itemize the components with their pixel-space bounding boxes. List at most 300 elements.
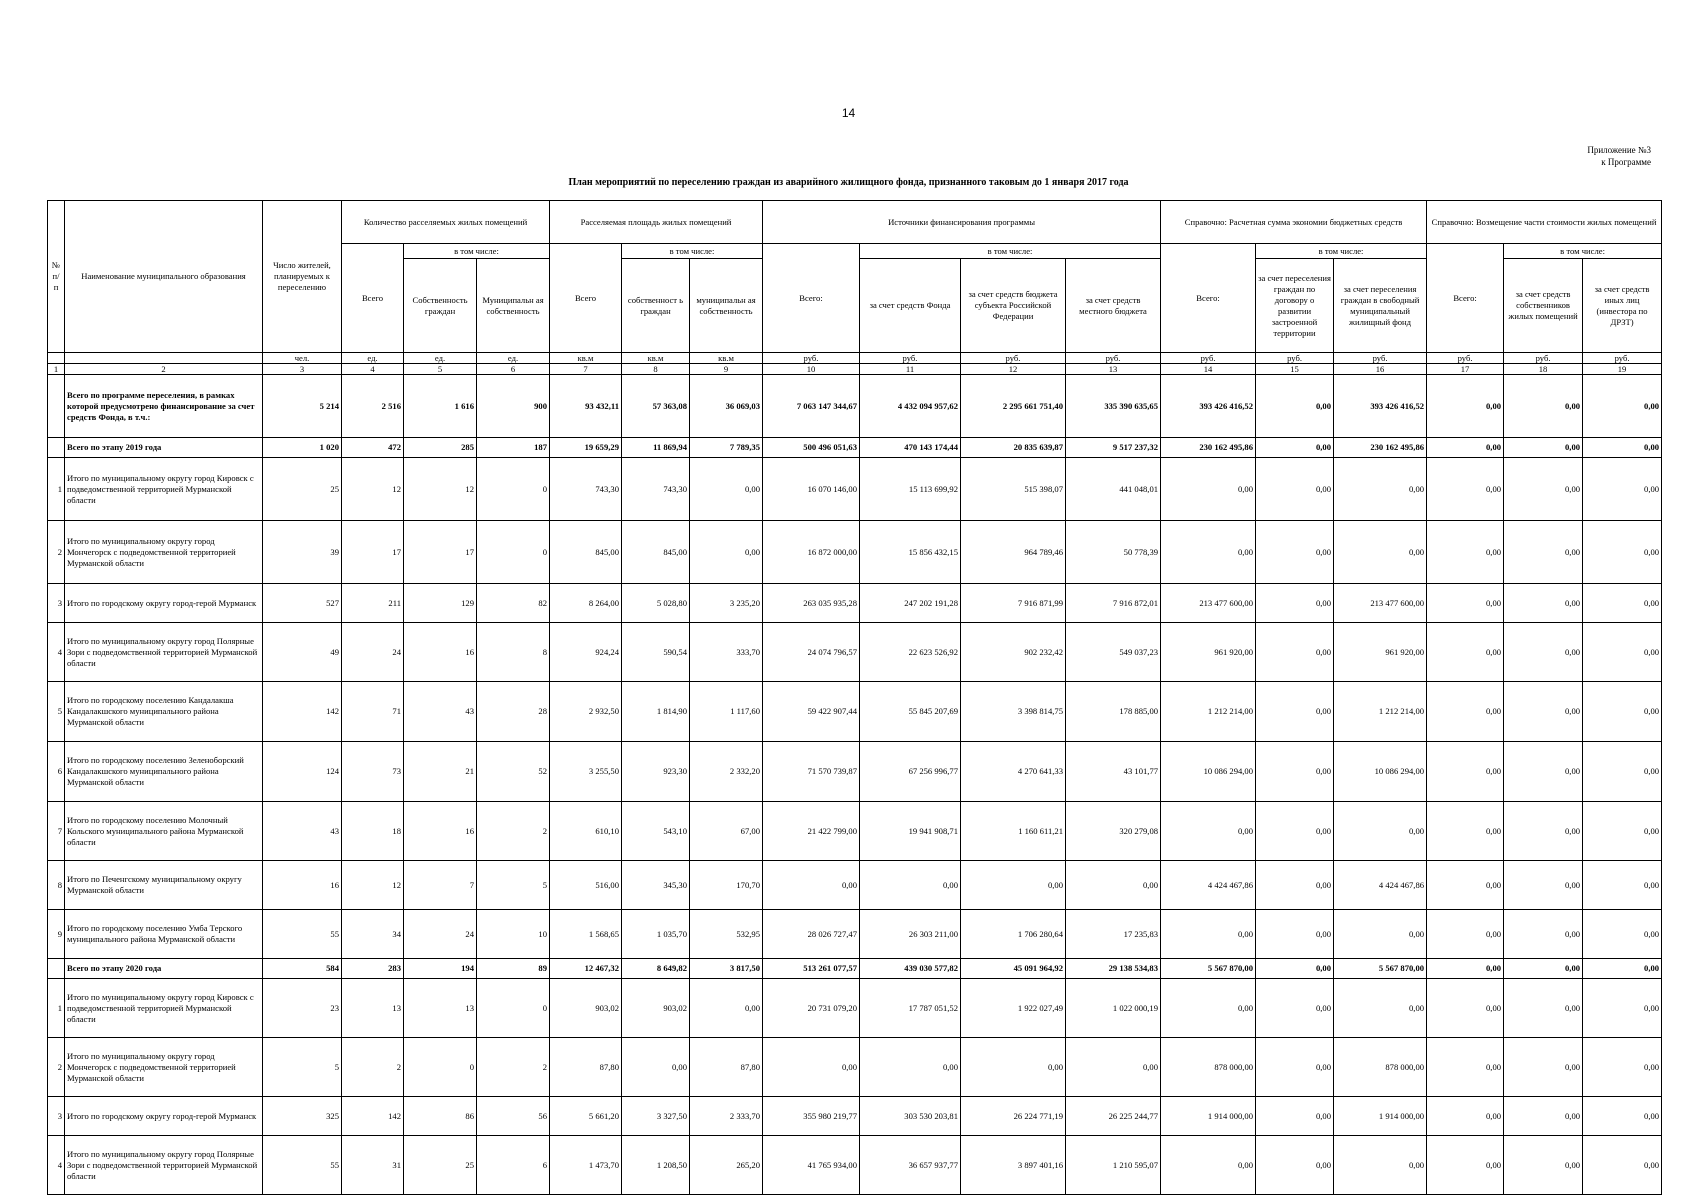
value-cell: 1 616 <box>404 375 477 438</box>
column-number: 9 <box>690 364 763 375</box>
value-cell: 923,30 <box>622 742 690 802</box>
table-header <box>48 201 1662 375</box>
header-subject-budget: за счет средств бюджета субъекта Российской Федерации <box>961 259 1066 353</box>
value-cell: 0,00 <box>1161 458 1256 521</box>
value-cell: 0,00 <box>1161 802 1256 861</box>
value-cell: 26 225 244,77 <box>1066 1097 1161 1136</box>
value-cell: 1 160 611,21 <box>961 802 1066 861</box>
value-cell: 23 <box>263 979 342 1038</box>
value-cell: 532,95 <box>690 910 763 959</box>
municipality-name: Всего по этапу 2020 года <box>65 959 263 979</box>
value-cell: 2 333,70 <box>690 1097 763 1136</box>
value-cell: 0,00 <box>1427 802 1504 861</box>
value-cell: 333,70 <box>690 623 763 682</box>
value-cell: 89 <box>477 959 550 979</box>
value-cell: 1 914 000,00 <box>1334 1097 1427 1136</box>
value-cell: 55 <box>263 1136 342 1195</box>
document-title: План мероприятий по переселению граждан из аварийного жилищного фонда, признанного таковым до 1 января 2017 года <box>568 177 1129 188</box>
value-cell: 0,00 <box>690 521 763 584</box>
header-num: № п/ п <box>48 201 65 353</box>
value-cell: 16 <box>404 802 477 861</box>
unit-cell: руб. <box>1256 353 1334 364</box>
value-cell: 0,00 <box>1256 910 1334 959</box>
value-cell: 7 916 872,01 <box>1066 584 1161 623</box>
value-cell: 0,00 <box>860 861 961 910</box>
unit-cell: кв.м <box>550 353 622 364</box>
column-number: 18 <box>1504 364 1583 375</box>
value-cell: 0,00 <box>1504 438 1583 458</box>
municipality-name: Итого по городскому поселению Кандалакша Кандалакшского муниципального района Мурманской области <box>65 682 263 742</box>
column-number: 14 <box>1161 364 1256 375</box>
header-group-area: Расселяемая площадь жилых помещений <box>550 201 763 244</box>
value-cell: 0,00 <box>961 1038 1066 1097</box>
value-cell: 67,00 <box>690 802 763 861</box>
value-cell: 0,00 <box>1504 584 1583 623</box>
value-cell: 24 074 796,57 <box>763 623 860 682</box>
value-cell: 34 <box>342 910 404 959</box>
value-cell: 0 <box>477 979 550 1038</box>
value-cell: 17 787 051,52 <box>860 979 961 1038</box>
header-group-sources: Источники финансирования программы <box>763 201 1161 244</box>
header-area-citizens: собственност ь граждан <box>622 259 690 353</box>
value-cell: 0,00 <box>1504 623 1583 682</box>
value-cell: 0,00 <box>1256 861 1334 910</box>
value-cell: 19 659,29 <box>550 438 622 458</box>
value-cell: 0 <box>477 521 550 584</box>
value-cell: 194 <box>404 959 477 979</box>
value-cell: 961 920,00 <box>1161 623 1256 682</box>
value-cell: 0,00 <box>1504 802 1583 861</box>
value-cell: 0,00 <box>1583 521 1662 584</box>
value-cell: 87,80 <box>690 1038 763 1097</box>
unit-cell: руб. <box>1066 353 1161 364</box>
value-cell: 0,00 <box>1334 1136 1427 1195</box>
value-cell: 8 649,82 <box>622 959 690 979</box>
value-cell: 5 <box>477 861 550 910</box>
value-cell: 439 030 577,82 <box>860 959 961 979</box>
value-cell: 743,30 <box>622 458 690 521</box>
value-cell: 513 261 077,57 <box>763 959 860 979</box>
municipality-name: Итого по городскому округу город-герой Мурманск <box>65 1097 263 1136</box>
value-cell: 16 <box>263 861 342 910</box>
value-cell: 516,00 <box>550 861 622 910</box>
value-cell: 0,00 <box>1583 979 1662 1038</box>
value-cell: 0,00 <box>1583 1038 1662 1097</box>
header-count-incl: в том числе: <box>404 244 550 259</box>
column-number: 8 <box>622 364 690 375</box>
value-cell: 129 <box>404 584 477 623</box>
unit-cell: кв.м <box>690 353 763 364</box>
municipality-name: Всего по этапу 2019 года <box>65 438 263 458</box>
value-cell: 0,00 <box>1161 979 1256 1038</box>
value-cell: 16 872 000,00 <box>763 521 860 584</box>
resettlement-plan-table <box>47 200 1662 1195</box>
value-cell: 87,80 <box>550 1038 622 1097</box>
column-number: 12 <box>961 364 1066 375</box>
table-row <box>48 979 1662 1038</box>
units-cell-empty <box>65 353 263 364</box>
page-number: 14 <box>841 106 856 120</box>
value-cell: 15 856 432,15 <box>860 521 961 584</box>
units-cell-empty <box>48 353 65 364</box>
column-number: 10 <box>763 364 860 375</box>
value-cell: 0,00 <box>1256 959 1334 979</box>
value-cell: 355 980 219,77 <box>763 1097 860 1136</box>
value-cell: 45 091 964,92 <box>961 959 1066 979</box>
value-cell: 2 332,20 <box>690 742 763 802</box>
value-cell: 36 069,03 <box>690 375 763 438</box>
value-cell: 1 212 214,00 <box>1161 682 1256 742</box>
value-cell: 393 426 416,52 <box>1161 375 1256 438</box>
value-cell: 0,00 <box>1066 1038 1161 1097</box>
header-compensation-incl: в том числе: <box>1504 244 1662 259</box>
value-cell: 12 467,32 <box>550 959 622 979</box>
value-cell: 0,00 <box>1427 910 1504 959</box>
table-row <box>48 458 1662 521</box>
row-number: 2 <box>48 521 65 584</box>
value-cell: 55 845 207,69 <box>860 682 961 742</box>
value-cell: 10 086 294,00 <box>1334 742 1427 802</box>
value-cell: 0 <box>404 1038 477 1097</box>
value-cell: 0,00 <box>1427 521 1504 584</box>
value-cell: 2 516 <box>342 375 404 438</box>
column-number: 2 <box>65 364 263 375</box>
row-number: 1 <box>48 458 65 521</box>
header-savings-total: Всего: <box>1161 244 1256 353</box>
value-cell: 0,00 <box>1427 438 1504 458</box>
value-cell: 0,00 <box>1427 623 1504 682</box>
value-cell: 28 <box>477 682 550 742</box>
table-row <box>48 861 1662 910</box>
value-cell: 55 <box>263 910 342 959</box>
value-cell: 20 835 639,87 <box>961 438 1066 458</box>
column-number: 7 <box>550 364 622 375</box>
unit-cell: ед. <box>404 353 477 364</box>
column-number: 6 <box>477 364 550 375</box>
value-cell: 12 <box>404 458 477 521</box>
value-cell: 845,00 <box>550 521 622 584</box>
value-cell: 57 363,08 <box>622 375 690 438</box>
header-sources-total: Всего: <box>763 244 860 353</box>
header-count-total: Всего <box>342 244 404 353</box>
value-cell: 24 <box>342 623 404 682</box>
row-number: 1 <box>48 979 65 1038</box>
unit-cell: руб. <box>1583 353 1662 364</box>
municipality-name: Итого по городскому поселению Умба Терского муниципального района Мурманской области <box>65 910 263 959</box>
value-cell: 12 <box>342 458 404 521</box>
header-free-fund: за счет переселения граждан в свободный муниципальный жилищный фонд <box>1334 259 1427 353</box>
header-other-funds: за счет средств иных лиц (инвестора по ДРЗТ) <box>1583 259 1662 353</box>
value-cell: 5 028,80 <box>622 584 690 623</box>
value-cell: 0,00 <box>1504 458 1583 521</box>
value-cell: 0,00 <box>1504 682 1583 742</box>
value-cell: 213 477 600,00 <box>1161 584 1256 623</box>
value-cell: 0 <box>477 458 550 521</box>
value-cell: 0,00 <box>1583 910 1662 959</box>
value-cell: 1 210 595,07 <box>1066 1136 1161 1195</box>
row-number: 5 <box>48 682 65 742</box>
municipality-name: Итого по городскому округу город-герой Мурманск <box>65 584 263 623</box>
value-cell: 0,00 <box>1583 438 1662 458</box>
row-number: 3 <box>48 1097 65 1136</box>
value-cell: 56 <box>477 1097 550 1136</box>
value-cell: 0,00 <box>1256 1097 1334 1136</box>
value-cell: 0,00 <box>1427 861 1504 910</box>
value-cell: 17 <box>342 521 404 584</box>
value-cell: 0,00 <box>1334 979 1427 1038</box>
value-cell: 845,00 <box>622 521 690 584</box>
value-cell: 0,00 <box>622 1038 690 1097</box>
value-cell: 0,00 <box>1583 861 1662 910</box>
value-cell: 43 <box>263 802 342 861</box>
value-cell: 2 <box>477 802 550 861</box>
value-cell: 0,00 <box>1427 979 1504 1038</box>
value-cell: 20 731 079,20 <box>763 979 860 1038</box>
value-cell: 1 568,65 <box>550 910 622 959</box>
value-cell: 878 000,00 <box>1334 1038 1427 1097</box>
unit-cell: ед. <box>342 353 404 364</box>
table-row <box>48 910 1662 959</box>
units-row <box>48 353 1662 364</box>
row-number <box>48 438 65 458</box>
value-cell: 0,00 <box>1583 375 1662 438</box>
header-area-municipal: муниципальн ая собственность <box>690 259 763 353</box>
value-cell: 0,00 <box>1583 623 1662 682</box>
column-number: 1 <box>48 364 65 375</box>
value-cell: 0,00 <box>1427 584 1504 623</box>
value-cell: 9 517 237,32 <box>1066 438 1161 458</box>
value-cell: 5 567 870,00 <box>1334 959 1427 979</box>
value-cell: 0,00 <box>1256 458 1334 521</box>
header-citizens-property: Собственность граждан <box>404 259 477 353</box>
value-cell: 303 530 203,81 <box>860 1097 961 1136</box>
row-number: 4 <box>48 623 65 682</box>
value-cell: 1 022 000,19 <box>1066 979 1161 1038</box>
value-cell: 0,00 <box>1583 742 1662 802</box>
value-cell: 71 <box>342 682 404 742</box>
value-cell: 2 295 661 751,40 <box>961 375 1066 438</box>
value-cell: 71 570 739,87 <box>763 742 860 802</box>
value-cell: 265,20 <box>690 1136 763 1195</box>
value-cell: 393 426 416,52 <box>1334 375 1427 438</box>
value-cell: 0,00 <box>1256 742 1334 802</box>
value-cell: 3 897 401,16 <box>961 1136 1066 1195</box>
value-cell: 1 212 214,00 <box>1334 682 1427 742</box>
municipality-name: Итого по муниципальному округу город Мончегорск с подведомственной территорией Мурманской области <box>65 521 263 584</box>
value-cell: 470 143 174,44 <box>860 438 961 458</box>
value-cell: 12 <box>342 861 404 910</box>
value-cell: 1 117,60 <box>690 682 763 742</box>
value-cell: 22 623 526,92 <box>860 623 961 682</box>
value-cell: 0,00 <box>1504 979 1583 1038</box>
municipality-name: Итого по муниципальному округу город Полярные Зори с подведомственной территорией Мурманской области <box>65 623 263 682</box>
value-cell: 0,00 <box>1583 1097 1662 1136</box>
value-cell: 230 162 495,86 <box>1161 438 1256 458</box>
value-cell: 4 432 094 957,62 <box>860 375 961 438</box>
value-cell: 10 <box>477 910 550 959</box>
value-cell: 903,02 <box>550 979 622 1038</box>
appendix-line-1: Приложение №3 <box>1587 145 1651 155</box>
value-cell: 0,00 <box>1504 959 1583 979</box>
value-cell: 82 <box>477 584 550 623</box>
value-cell: 11 869,94 <box>622 438 690 458</box>
value-cell: 0,00 <box>1427 1136 1504 1195</box>
value-cell: 5 214 <box>263 375 342 438</box>
municipality-name: Итого по муниципальному округу город Кировск с подведомственной территорией Мурманской области <box>65 458 263 521</box>
value-cell: 0,00 <box>1504 375 1583 438</box>
value-cell: 36 657 937,77 <box>860 1136 961 1195</box>
value-cell: 7 063 147 344,67 <box>763 375 860 438</box>
value-cell: 2 <box>342 1038 404 1097</box>
value-cell: 0,00 <box>1427 1038 1504 1097</box>
value-cell: 0,00 <box>1256 584 1334 623</box>
header-area-incl: в том числе: <box>622 244 763 259</box>
value-cell: 29 138 534,83 <box>1066 959 1161 979</box>
value-cell: 515 398,07 <box>961 458 1066 521</box>
municipality-name: Итого по городскому поселению Молочный Кольского муниципального района Мурманской области <box>65 802 263 861</box>
value-cell: 0,00 <box>1256 979 1334 1038</box>
value-cell: 2 932,50 <box>550 682 622 742</box>
table-row <box>48 1097 1662 1136</box>
municipality-name: Всего по программе переселения, в рамках которой предусмотрено финансирование за счет средств Фонда, в т.ч.: <box>65 375 263 438</box>
value-cell: 0,00 <box>1161 910 1256 959</box>
value-cell: 0,00 <box>1504 910 1583 959</box>
value-cell: 0,00 <box>1504 861 1583 910</box>
row-number: 7 <box>48 802 65 861</box>
value-cell: 21 422 799,00 <box>763 802 860 861</box>
value-cell: 0,00 <box>1161 1136 1256 1195</box>
value-cell: 1 035,70 <box>622 910 690 959</box>
row-number <box>48 375 65 438</box>
column-number: 5 <box>404 364 477 375</box>
value-cell: 0,00 <box>1161 521 1256 584</box>
value-cell: 0,00 <box>961 861 1066 910</box>
value-cell: 964 789,46 <box>961 521 1066 584</box>
value-cell: 0,00 <box>1427 458 1504 521</box>
municipality-name: Итого по городскому поселению Зеленоборский Кандалакшского муниципального района Мурманской области <box>65 742 263 802</box>
unit-cell: руб. <box>1504 353 1583 364</box>
value-cell: 0,00 <box>690 979 763 1038</box>
value-cell: 0,00 <box>1504 1097 1583 1136</box>
value-cell: 0,00 <box>1334 521 1427 584</box>
table-row <box>48 521 1662 584</box>
value-cell: 0,00 <box>1583 458 1662 521</box>
unit-cell: руб. <box>961 353 1066 364</box>
value-cell: 86 <box>404 1097 477 1136</box>
value-cell: 124 <box>263 742 342 802</box>
value-cell: 441 048,01 <box>1066 458 1161 521</box>
column-number: 13 <box>1066 364 1161 375</box>
value-cell: 21 <box>404 742 477 802</box>
value-cell: 3 235,20 <box>690 584 763 623</box>
value-cell: 584 <box>263 959 342 979</box>
table-row <box>48 682 1662 742</box>
appendix-line-2: к Программе <box>1601 157 1651 167</box>
value-cell: 610,10 <box>550 802 622 861</box>
unit-cell: руб. <box>1334 353 1427 364</box>
row-number: 9 <box>48 910 65 959</box>
row-number: 6 <box>48 742 65 802</box>
value-cell: 4 424 467,86 <box>1334 861 1427 910</box>
column-number: 3 <box>263 364 342 375</box>
value-cell: 0,00 <box>1334 910 1427 959</box>
value-cell: 1 208,50 <box>622 1136 690 1195</box>
table-row <box>48 742 1662 802</box>
value-cell: 6 <box>477 1136 550 1195</box>
value-cell: 1 914 000,00 <box>1161 1097 1256 1136</box>
value-cell: 7 <box>404 861 477 910</box>
value-cell: 0,00 <box>1504 521 1583 584</box>
value-cell: 900 <box>477 375 550 438</box>
value-cell: 527 <box>263 584 342 623</box>
value-cell: 0,00 <box>1427 1097 1504 1136</box>
value-cell: 7 789,35 <box>690 438 763 458</box>
value-cell: 0,00 <box>1583 584 1662 623</box>
value-cell: 28 026 727,47 <box>763 910 860 959</box>
value-cell: 39 <box>263 521 342 584</box>
header-group-compensation: Справочно: Возмещение части стоимости жилых помещений <box>1427 201 1662 244</box>
value-cell: 902 232,42 <box>961 623 1066 682</box>
value-cell: 543,10 <box>622 802 690 861</box>
value-cell: 31 <box>342 1136 404 1195</box>
value-cell: 0,00 <box>690 458 763 521</box>
value-cell: 924,24 <box>550 623 622 682</box>
header-savings-incl: в том числе: <box>1256 244 1427 259</box>
value-cell: 285 <box>404 438 477 458</box>
value-cell: 5 567 870,00 <box>1161 959 1256 979</box>
unit-cell: кв.м <box>622 353 690 364</box>
value-cell: 0,00 <box>1066 861 1161 910</box>
value-cell: 0,00 <box>860 1038 961 1097</box>
value-cell: 41 765 934,00 <box>763 1136 860 1195</box>
table-row <box>48 1038 1662 1097</box>
value-cell: 17 235,83 <box>1066 910 1161 959</box>
value-cell: 903,02 <box>622 979 690 1038</box>
municipality-name: Итого по Печенгскому муниципальному округу Мурманской области <box>65 861 263 910</box>
value-cell: 1 706 280,64 <box>961 910 1066 959</box>
value-cell: 263 035 935,28 <box>763 584 860 623</box>
value-cell: 213 477 600,00 <box>1334 584 1427 623</box>
value-cell: 187 <box>477 438 550 458</box>
value-cell: 1 020 <box>263 438 342 458</box>
unit-cell: руб. <box>763 353 860 364</box>
value-cell: 1 922 027,49 <box>961 979 1066 1038</box>
value-cell: 743,30 <box>550 458 622 521</box>
value-cell: 0,00 <box>1504 742 1583 802</box>
value-cell: 0,00 <box>763 861 860 910</box>
value-cell: 472 <box>342 438 404 458</box>
value-cell: 13 <box>342 979 404 1038</box>
value-cell: 50 778,39 <box>1066 521 1161 584</box>
value-cell: 1 814,90 <box>622 682 690 742</box>
header-municipal-property: Муниципальн ая собственность <box>477 259 550 353</box>
value-cell: 0,00 <box>1583 802 1662 861</box>
value-cell: 15 113 699,92 <box>860 458 961 521</box>
column-numbers-row <box>48 364 1662 375</box>
value-cell: 1 473,70 <box>550 1136 622 1195</box>
value-cell: 25 <box>263 458 342 521</box>
value-cell: 2 <box>477 1038 550 1097</box>
summary-row <box>48 375 1662 438</box>
value-cell: 549 037,23 <box>1066 623 1161 682</box>
unit-cell: руб. <box>860 353 961 364</box>
value-cell: 4 270 641,33 <box>961 742 1066 802</box>
header-dev-contract: за счет переселения граждан по договору о развитии застроенной территории <box>1256 259 1334 353</box>
municipality-name: Итого по муниципальному округу город Полярные Зори с подведомственной территорией Мурманской области <box>65 1136 263 1195</box>
value-cell: 43 <box>404 682 477 742</box>
value-cell: 8 264,00 <box>550 584 622 623</box>
value-cell: 320 279,08 <box>1066 802 1161 861</box>
